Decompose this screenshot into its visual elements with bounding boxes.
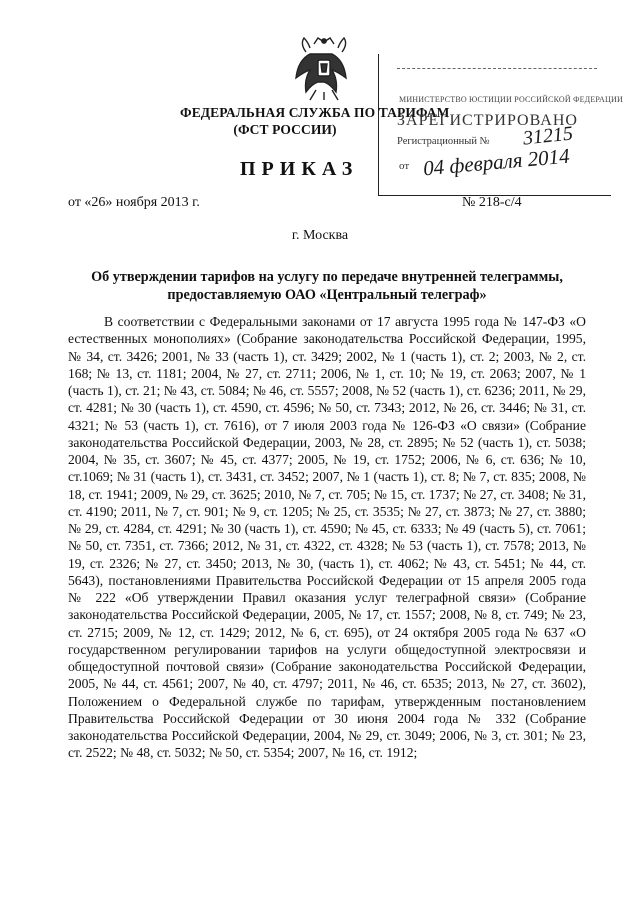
- stamp-registered-label: ЗАРЕГИСТРИРОВАНО: [397, 112, 578, 129]
- registration-stamp: [378, 54, 623, 196]
- document-number: № 218-с/4: [462, 195, 522, 210]
- stamp-from-label: от: [399, 160, 410, 172]
- stamp-reg-date-handwritten: 04 февраля 2014: [422, 143, 571, 181]
- document-title: ПРИКАЗ: [240, 158, 359, 180]
- coat-of-arms-emblem: [292, 34, 356, 104]
- stamp-reg-number-label: Регистрационный №: [397, 136, 490, 147]
- document-date: от «26» ноября 2013 г.: [68, 195, 200, 210]
- authority-name: ФЕДЕРАЛЬНАЯ СЛУЖБА ПО ТАРИФАМ: [180, 105, 450, 120]
- stamp-reg-number-handwritten: 31215: [521, 122, 574, 150]
- document-subject: Об утверждении тарифов на услугу по передаче внутренней телеграммы, предоставляемую ОАО «Центральный телеграф»: [91, 269, 563, 303]
- authority-abbreviation: (ФСТ РОССИИ): [233, 122, 337, 137]
- document-city: г. Москва: [291, 228, 349, 243]
- document-body-paragraph: В соответствии с Федеральными законами от 17 августа 1995 года № 147-ФЗ «О естественных монополиях» (Собрание законодательства Российской Федерации, 1995, № 34, ст. 3426; 2001, № 33 (часть 1), ст. 3429; 2002, № 1 (часть 1), ст. 2; 2003, № 2, ст. 168; № 13, ст. 1181; 2004, № 27, ст. 2711; 2006, № 1, ст. 10; № 19, ст. 2063; 2007, № 1 (часть 1), ст. 21; № 43, ст. 5084; № 46, ст. 5557; 2008, № 52 (часть 1), ст. 6236; 2011, № 29, ст. 4281; № 30 (часть 1), ст. 4590, ст. 4596; № 50, ст. 7343; 2012, № 26, ст. 3446; № 31, ст. 4321; № 53 (часть 1), ст. 7616), от 7 июля 2003 года № 126-ФЗ «О связи» (Собрание законодательства Российской Федерации, 2003, № 28, ст. 2895; № 52 (часть 1), ст. 5038; 2004, № 35, ст. 3607; № 45, ст. 4377; 2005, № 19, ст. 1752; 2006, № 6, ст. 636; № 10, ст.1069; № 31 (часть 1), ст. 3431, ст. 3452; 2007, № 1 (часть 1), ст. 8; № 7, ст. 835; 2008, № 18, ст. 1941; 2009, № 29, ст. 3625; 2010, № 7, ст. 705; № 15, ст. 1737; № 27, ст. 3408; № 31, ст. 4190; 2011, № 7, ст. 901; № 9, ст. 1205; № 25, ст. 3535; № 27, ст. 3873; № 27, ст. 3880; № 29, ст. 4284, ст. 4291; № 30 (часть 1), ст. 4590; № 45, ст. 6333; № 49 (часть 5), ст. 7061; № 50, ст. 7351, ст. 7366; 2012, № 31, ст. 4322, ст. 4328; № 53 (часть 1), ст. 7578; 2013, № 19, ст. 2326; № 27, ст. 3450; 2013, № 30, (часть 1), ст. 4062; № 43, ст. 5451; № 44, ст. 5643), постановлениями Правительства Российской Федерации от 15 апреля 2005 года № 222 «Об утверждении Правил оказания услуг телеграфной связи» (Собрание законодательства Российской Федерации, 2005, № 17, ст. 1557; 2008, № 8, ст. 749; № 23, ст. 2715; 2009, № 12, ст. 1429; 2012, № 6, ст. 695), от 24 октября 2005 года № 637 «О государственном регулировании тарифов на услуги общедоступной электросвязи и общедоступной почтовой связи» (Собрание законодательства Российской Федерации, 2005, № 44, ст. 4561; 2007, № 40, ст. 4797; 2011, № 46, ст. 6535; 2013, № 27, ст. 3602), Положением о Федеральной службе по тарифам, утвержденным постановлением Правительства Российской Федерации от 30 июня 2004 года № 332 (Собрание законодательства Российской Федерации, 2004, № 29, ст. 3049; 2006, № 3, ст. 301; № 23, ст. 2522; № 48, ст. 5032; № 50, ст. 5354; 2007, № 16, ст. 1912;: [68, 314, 586, 761]
- stamp-ministry-line: МИНИСТЕРСТВО ЮСТИЦИИ РОССИЙСКОЙ ФЕДЕРАЦИИ: [399, 95, 623, 104]
- issuing-authority: [180, 104, 450, 138]
